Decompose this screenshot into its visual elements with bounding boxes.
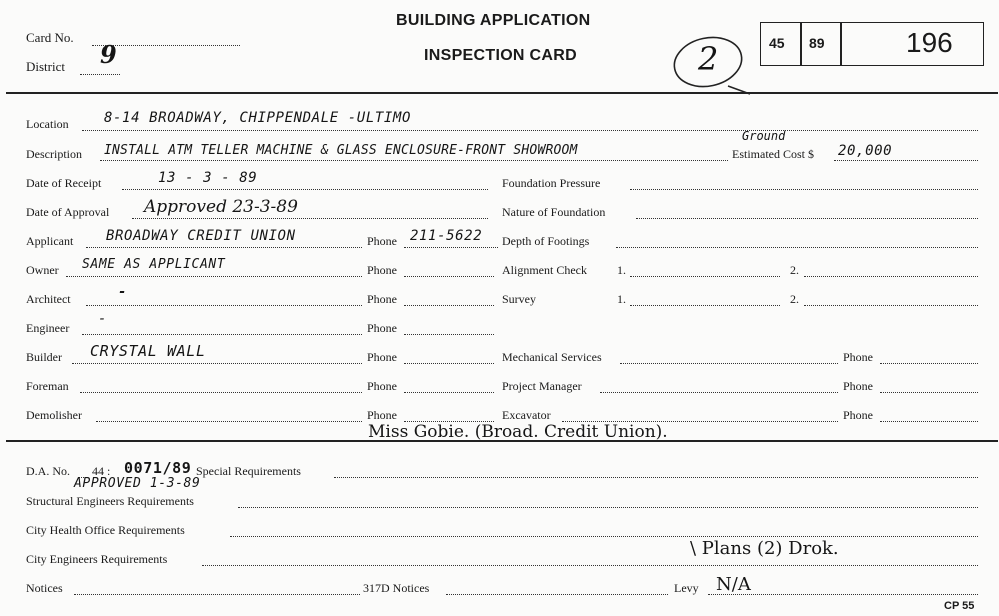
demolisher-label: Demolisher [26,408,82,422]
engineer-phone-label: Phone [367,321,397,335]
title-line-1: BUILDING APPLICATION [396,12,591,29]
location-label: Location [26,117,69,131]
district-line [80,74,120,75]
approved-note: APPROVED 1-3-89 [74,476,201,491]
alignment-1: 1. [617,263,626,277]
card-no-value: 9 [100,40,117,69]
demolisher-phone-label: Phone [367,408,397,422]
architect-phone-line [404,305,494,306]
mech-label: Mechanical Services [502,350,602,364]
location-value: 8-14 BROADWAY, CHIPPENDALE -ULTIMO [104,110,411,126]
foreman-phone-label: Phone [367,379,397,393]
depth-footings-line [616,247,978,248]
da-value: 0071/89 [124,459,192,477]
levy-label: Levy [674,581,699,595]
date-receipt-value: 13 - 3 - 89 [158,170,258,186]
nature-foundation-label: Nature of Foundation [502,205,606,219]
estimated-cost-line [834,160,978,161]
special-line [334,477,978,478]
survey-1-line [630,305,780,306]
foundation-pressure-label: Foundation Pressure [502,176,601,190]
district-label: District [26,59,65,74]
architect-phone-label: Phone [367,292,397,306]
pm-label: Project Manager [502,379,582,393]
nature-foundation-line [636,218,978,219]
builder-phone-label: Phone [367,350,397,364]
code-box-3-text: 196 [906,27,953,58]
date-approval-line [132,218,488,219]
structural-label: Structural Engineers Requirements [26,494,194,508]
card-code: CP 55 [944,600,975,612]
engineer-phone-line [404,334,494,335]
depth-footings-label: Depth of Footings [502,234,590,248]
excavator-phone-label: Phone [843,408,873,422]
applicant-label: Applicant [26,234,74,248]
description-value: INSTALL ATM TELLER MACHINE & GLASS ENCLOSURE-FRONT SHOWROOM [104,143,578,158]
date-approval-value: Approved 23-3-89 [144,197,298,217]
estimated-cost-label: Estimated Cost $ [732,147,814,161]
da-label: D.A. No. [26,464,70,478]
structural-line [238,507,978,508]
survey-2-line [804,305,978,306]
pm-line [600,392,838,393]
applicant-line [86,247,362,248]
alignment-label: Alignment Check [502,263,587,277]
foreman-label: Foreman [26,379,69,393]
code-box-2-text: 89 [809,35,825,51]
code-box-1-text: 45 [769,35,785,51]
middle-rule [6,440,998,442]
city-eng-label: City Engineers Requirements [26,552,168,566]
mech-line [620,363,838,364]
contact-note: Miss Gobie. (Broad. Credit Union). [368,422,668,442]
alignment-2: 2. [790,263,799,277]
engineer-line [82,334,362,335]
pm-phone-line [880,392,978,393]
owner-phone-label: Phone [367,263,397,277]
alignment-2-line [804,276,978,277]
date-receipt-line [122,189,488,190]
owner-phone-line [404,276,494,277]
estimated-cost-value: 20,000 [838,143,893,159]
engineer-label: Engineer [26,321,70,335]
demolisher-line [96,421,362,422]
mech-phone-label: Phone [843,350,873,364]
health-line [230,536,978,537]
description-label: Description [26,147,82,161]
mech-phone-line [880,363,978,364]
architect-line [86,305,362,306]
owner-label: Owner [26,263,59,277]
levy-value: N/A [716,574,751,595]
description-note: Ground [742,129,786,143]
applicant-value: BROADWAY CREDIT UNION [106,228,296,244]
builder-phone-line [404,363,494,364]
applicant-phone-label: Phone [367,234,397,248]
date-receipt-label: Date of Receipt [26,176,102,190]
alignment-1-line [630,276,780,277]
da-prefix: 44 : [92,464,111,478]
circled-number: 2 [698,40,719,78]
applicant-phone-value: 211-5622 [410,228,483,244]
notices-317-label: 317D Notices [363,581,430,595]
foreman-line [80,392,362,393]
city-eng-value: \ Plans (2) Drok. [690,538,839,559]
builder-label: Builder [26,350,62,364]
notices-line [74,594,360,595]
excavator-label: Excavator [502,408,551,422]
title-line-2: INSPECTION CARD [424,47,577,64]
top-rule [6,92,998,94]
owner-value: SAME AS APPLICANT [82,257,226,272]
owner-line [66,276,362,277]
foundation-pressure-line [630,189,978,190]
city-eng-line [202,565,978,566]
architect-label: Architect [26,292,71,306]
date-approval-label: Date of Approval [26,205,110,219]
location-line [82,130,978,131]
description-line [100,160,728,161]
pm-phone-label: Phone [843,379,873,393]
notices-label: Notices [26,581,63,595]
applicant-phone-line [404,247,498,248]
special-label: Special Requirements [196,464,301,478]
survey-label: Survey [502,292,536,306]
excavator-phone-line [880,421,978,422]
card-no-label: Card No. [26,30,74,45]
architect-value: - [118,284,128,300]
foreman-phone-line [404,392,494,393]
engineer-value: - [98,311,108,327]
notices-317-line [446,594,668,595]
survey-2: 2. [790,292,799,306]
builder-value: CRYSTAL WALL [90,342,206,360]
health-label: City Health Office Requirements [26,523,185,537]
builder-line [72,363,362,364]
survey-1: 1. [617,292,626,306]
